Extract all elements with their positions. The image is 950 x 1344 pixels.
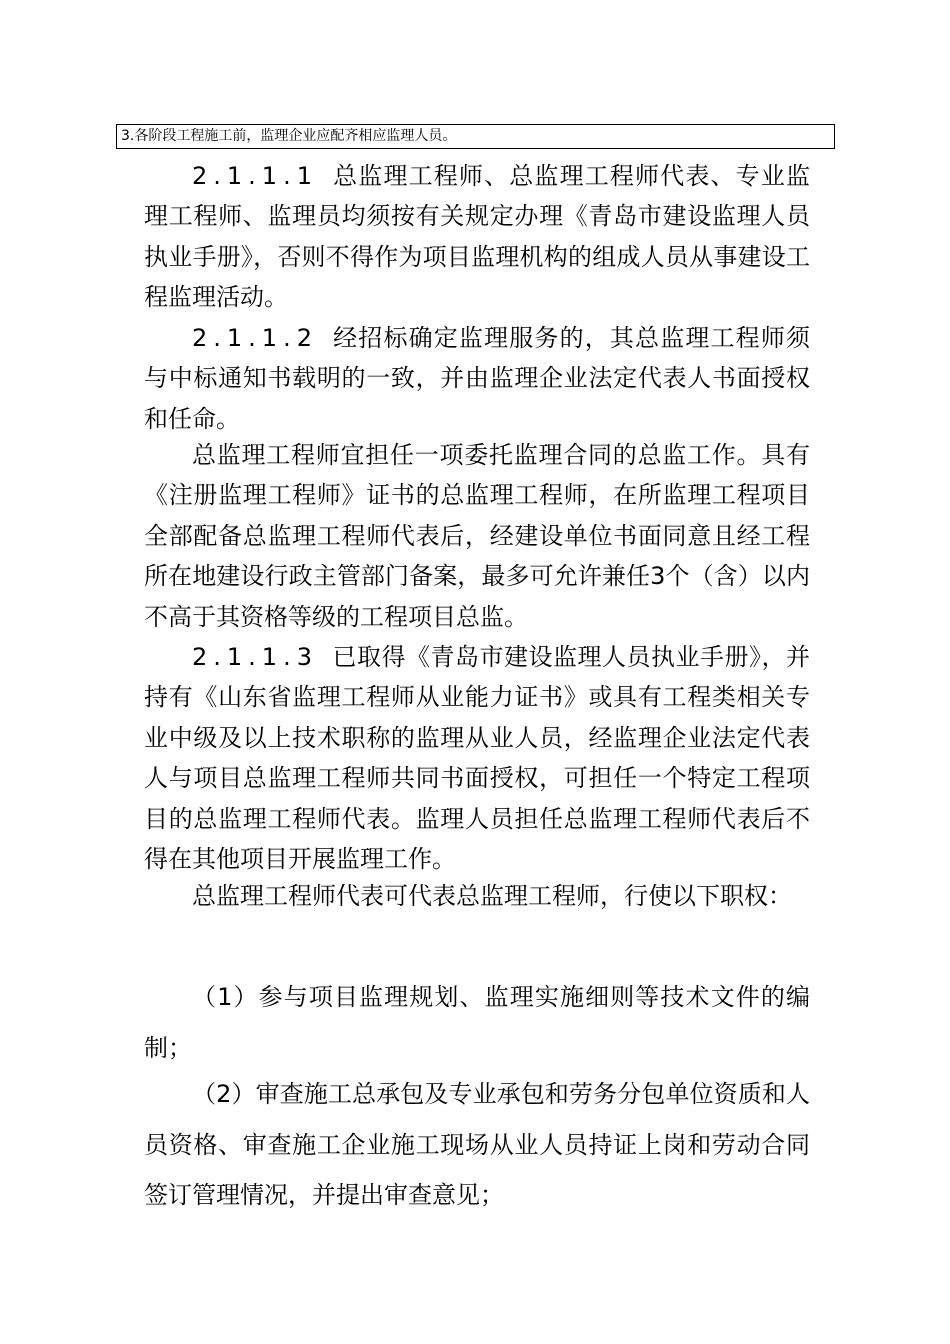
clause-2-1-1-3 bbox=[144, 637, 810, 879]
clause-number: 2.1.1.1 bbox=[192, 162, 318, 190]
list-item-text: （2）审查施工总承包及专业承包和劳务分包单位资质和人员资格、审查施工企业施工现场从业人员持证上岗和劳动合同签订管理情况，并提出审查意见； bbox=[144, 1080, 810, 1209]
paragraph-text: 总监理工程师宜担任一项委托监理合同的总监工作。具有《注册监理工程师》证书的总监理工程师，在所监理工程项目全部配备总监理工程师代表后，经建设单位书面同意且经工程所在地建设行政主管部门备案，最多可允许兼任3个（含）以内不高于其资格等级的工程项目总监。 bbox=[144, 441, 810, 631]
paragraph-text: 总监理工程师代表可代表总监理工程师，行使以下职权： bbox=[192, 882, 792, 910]
table-note-cell bbox=[116, 124, 835, 149]
clause-number: 2.1.1.2 bbox=[192, 324, 318, 352]
paragraph-representative-powers bbox=[144, 871, 810, 922]
clause-text: 总监理工程师、总监理工程师代表、专业监理工程师、监理员均须按有关规定办理《青岛市建设监理人员执业手册》，否则不得作为项目监理机构的组成人员从事建设工程监理活动。 bbox=[144, 162, 810, 312]
table-note-text: 3.各阶段工程施工前，监理企业应配齐相应监理人员。 bbox=[121, 128, 457, 144]
clause-number: 2.1.1.3 bbox=[192, 643, 318, 671]
clause-2-1-1-1 bbox=[144, 156, 810, 318]
paragraph-chief-supervisor bbox=[144, 435, 810, 637]
list-item-text: （1）参与项目监理规划、监理实施细则等技术文件的编制； bbox=[144, 983, 810, 1062]
clause-text: 经招标确定监理服务的，其总监理工程师须与中标通知书载明的一致，并由监理企业法定代表人书面授权和任命。 bbox=[144, 324, 810, 433]
clause-text: 已取得《青岛市建设监理人员执业手册》，并持有《山东省监理工程师从业能力证书》或具有工程类相关专业中级及以上技术职称的监理从业人员，经监理企业法定代表人与项目总监理工程师共同书面授权，可担任一个特定工程项目的总监理工程师代表。监理人员担任总监理工程师代表后不得在其他项目开展监理工作。 bbox=[144, 643, 810, 874]
list-item-1 bbox=[144, 972, 810, 1073]
clause-2-1-1-2 bbox=[144, 318, 810, 439]
list-item-2 bbox=[144, 1069, 810, 1221]
